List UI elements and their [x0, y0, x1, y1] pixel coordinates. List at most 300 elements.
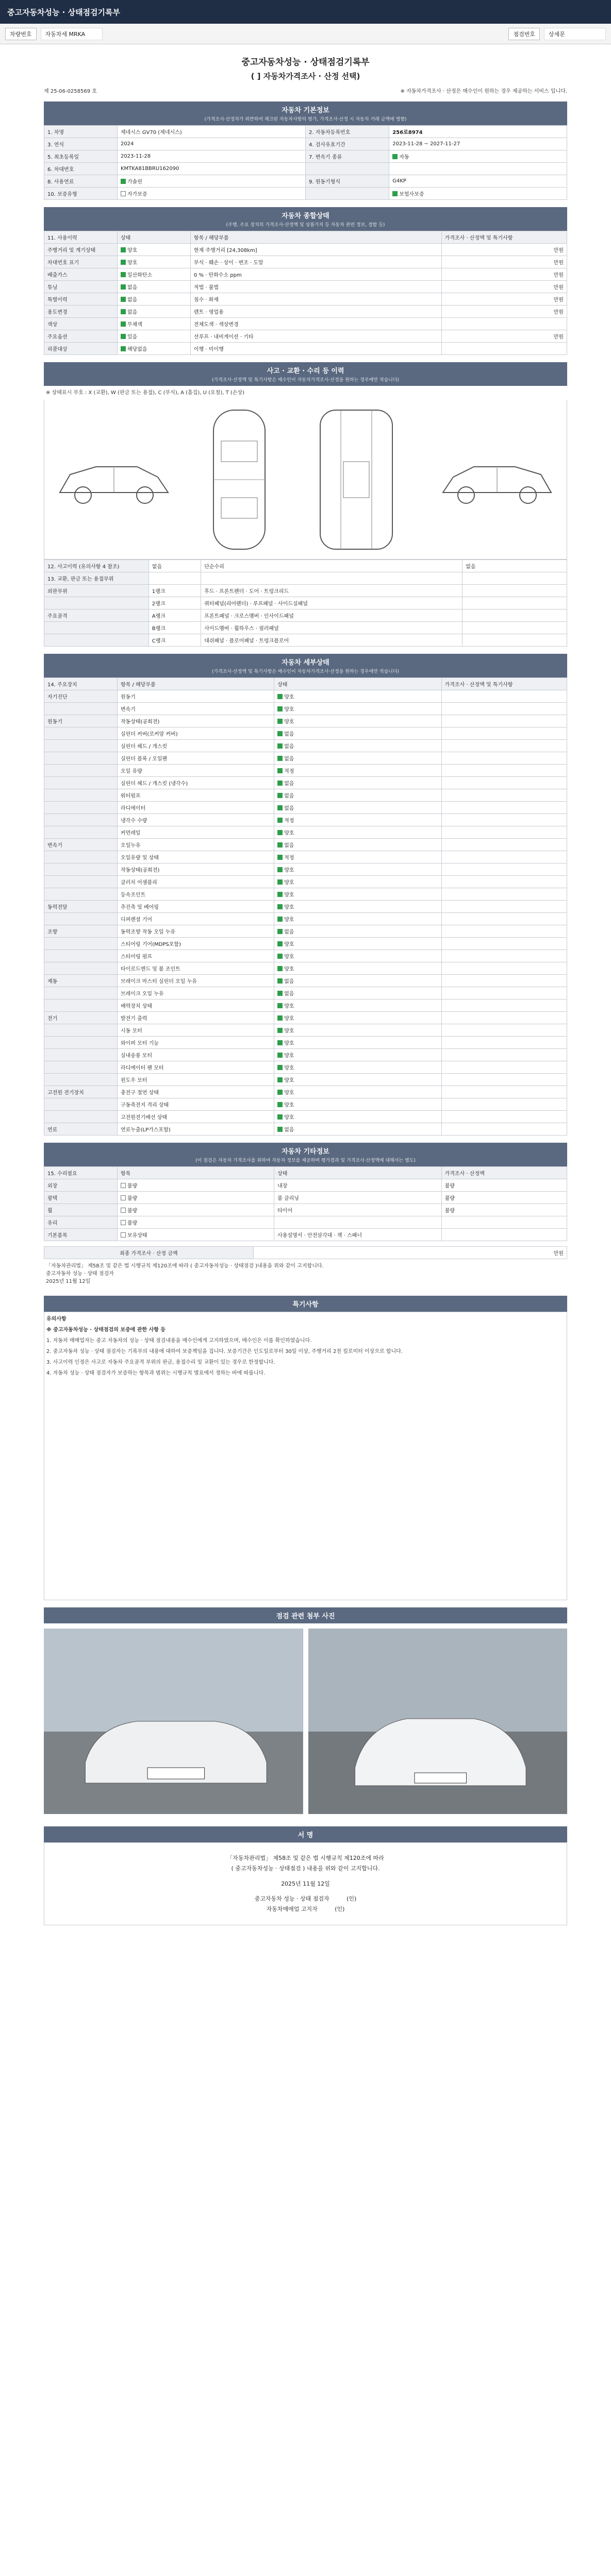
row-label-2: 사용설명서 · 안전삼각대 · 잭 · 스패너 [274, 1229, 441, 1241]
checkbox-checked[interactable] [121, 321, 126, 327]
checkbox[interactable] [121, 1220, 126, 1225]
section-title: 자동차 기타정보 [282, 1148, 329, 1156]
toolbar-value-1[interactable]: 자동차세 MRKA [41, 28, 103, 40]
table-row [44, 863, 567, 876]
row-group [44, 938, 118, 950]
table-row [44, 752, 567, 765]
row-note: 없음 [463, 560, 567, 572]
checkbox-checked[interactable] [121, 334, 126, 339]
row-item: 연료누출(LP가스포함) [117, 1123, 274, 1136]
checkbox[interactable] [121, 1183, 126, 1188]
row-state-text: 없음 [284, 793, 294, 799]
section-signature [44, 1826, 567, 1842]
row-group [44, 826, 118, 839]
table-row [44, 1086, 567, 1098]
row-item: 라디에이터 팬 모터 [117, 1061, 274, 1074]
checkbox-checked[interactable] [277, 1114, 283, 1120]
row-note [441, 765, 567, 777]
row-note [441, 1086, 567, 1098]
column-header: 가격조사 · 산정액 [441, 1167, 567, 1179]
row-group [44, 727, 118, 740]
checkbox[interactable] [121, 191, 126, 196]
checkbox-checked[interactable] [121, 309, 126, 314]
row-state-text: 없음 [127, 310, 138, 315]
row-note [441, 962, 567, 975]
row-state [274, 1024, 441, 1037]
row-group [44, 740, 118, 752]
table-row [44, 740, 567, 752]
table-key [305, 163, 389, 175]
column-header: 항목 / 해당부품 [190, 231, 441, 244]
row-state [274, 765, 441, 777]
document-number-note: ※ 자동차가격조사 · 산정은 매수인이 원하는 경우 제공하는 서비스 입니다. [400, 89, 568, 94]
row-group: 제동 [44, 975, 118, 987]
row-group [44, 1111, 118, 1123]
row-state-text: 없음 [284, 756, 294, 762]
table-row [44, 802, 567, 814]
table-value [389, 188, 567, 200]
table-row [44, 572, 567, 585]
row-state-text: 양호 [284, 1016, 294, 1022]
table-row [44, 188, 567, 200]
row-note [441, 839, 567, 851]
section-title: 특기사항 [292, 1301, 319, 1309]
row-state [117, 256, 190, 268]
checkbox-checked[interactable] [392, 191, 398, 196]
row-item: 부식 · 훼손 · 상이 · 변조 · 도말 [190, 256, 441, 268]
row-state [274, 876, 441, 888]
row-state-text: 양호 [284, 1115, 294, 1121]
row-group [44, 888, 118, 901]
checkbox-checked[interactable] [277, 756, 283, 761]
table-row [44, 281, 567, 293]
table-row [44, 1098, 567, 1111]
etc-table [44, 1166, 567, 1241]
row-item: 현재 주행거리 [24,308km] [190, 244, 441, 256]
row-state [117, 1229, 274, 1241]
checkbox-checked[interactable] [121, 179, 126, 184]
checkbox-checked[interactable] [277, 855, 283, 860]
row-item: 적법 · 불법 [190, 281, 441, 293]
row-label [44, 622, 149, 634]
row-note [441, 1037, 567, 1049]
row-state-text: 있음 [127, 334, 138, 340]
checkbox-checked[interactable] [277, 1090, 283, 1095]
row-group [44, 851, 118, 863]
table-row [44, 1247, 567, 1259]
table-row [44, 634, 567, 647]
row-item: 원동기 [117, 690, 274, 703]
row-note [441, 715, 567, 727]
row-group [44, 987, 118, 999]
row-label: 배출가스 [44, 268, 118, 281]
row-state [117, 1216, 274, 1229]
table-header-row [44, 678, 567, 690]
checkbox-checked[interactable] [277, 818, 283, 823]
row-group [44, 789, 118, 802]
row-note: 만원 [441, 330, 567, 343]
table-row [44, 876, 567, 888]
section-title: 자동차 기본정보 [282, 107, 329, 114]
row-state [117, 306, 190, 318]
signature-role [55, 1894, 556, 1904]
row-state-text: 적정 [284, 855, 294, 861]
row-note [441, 1098, 567, 1111]
checkbox-checked[interactable] [277, 941, 283, 946]
section-other-info [44, 1143, 567, 1166]
row-label [44, 634, 149, 647]
row-state-text: 양호 [284, 1053, 294, 1059]
checkbox-checked[interactable] [277, 793, 283, 798]
table-header-row [44, 1167, 567, 1179]
row-item: 발전기 출력 [117, 1012, 274, 1024]
row-item: 브레이크 오일 누유 [117, 987, 274, 999]
row-label [44, 597, 149, 609]
checkbox-checked[interactable] [277, 892, 283, 897]
car-diagram [44, 400, 567, 560]
checkbox-checked[interactable] [277, 879, 283, 885]
row-item: 작동상태(공회전) [117, 715, 274, 727]
row-label: 특별이력 [44, 293, 118, 306]
table-row [44, 839, 567, 851]
special-notes-heading: 유의사항 [46, 1316, 67, 1322]
row-note: 만원 [441, 281, 567, 293]
checkbox[interactable] [121, 1208, 126, 1213]
checkbox-checked[interactable] [277, 917, 283, 922]
row-state-text: 양호 [284, 942, 294, 947]
row-state-text: 없음 [284, 806, 294, 811]
row-item: 실내송풍 모터 [117, 1049, 274, 1061]
signoff-line: 「자동차관리법」 제58조 및 같은 법 시행규칙 제120조에 따라 ( 중고자동차성능 · 상태점검 )내용을 위와 같이 고지합니다. [46, 1263, 324, 1269]
table-value: 2024 [117, 138, 305, 150]
row-item: 실린더 커버(로커암 커버) [117, 727, 274, 740]
checkbox-checked[interactable] [277, 1028, 283, 1033]
row-state [274, 1037, 441, 1049]
row-note [441, 975, 567, 987]
row-note [441, 851, 567, 863]
row-state [274, 851, 441, 863]
row-parts: 쿼터패널(리어펜더) · 루프패널 · 사이드실패널 [201, 597, 463, 609]
row-state-text: 양호 [284, 967, 294, 972]
row-state [274, 950, 441, 962]
row-label: 13. 교환, 판금 또는 용접부위 [44, 572, 149, 585]
row-rank: 1랭크 [148, 585, 201, 597]
table-row [44, 306, 567, 318]
row-note [441, 863, 567, 876]
checkbox-checked[interactable] [121, 247, 126, 252]
row-note [441, 814, 567, 826]
row-state [117, 293, 190, 306]
row-state-text: 양호 [284, 707, 294, 713]
checkbox-checked[interactable] [277, 830, 283, 835]
row-state-text: 양호 [284, 1090, 294, 1096]
row-note: 만원 [441, 268, 567, 281]
table-row [44, 126, 567, 138]
checkbox-checked[interactable] [277, 954, 283, 959]
table-value: KMTKA81BBRU162090 [117, 163, 305, 175]
row-item: 배력장치 상태 [117, 999, 274, 1012]
row-group [44, 962, 118, 975]
table-value: 제네시스 GV70 (제네시스) [117, 126, 305, 138]
row-label: 차대번호 표기 [44, 256, 118, 268]
car-front-photo[interactable] [44, 1629, 303, 1814]
row-state-text: 불량 [127, 1208, 138, 1214]
row-note [441, 752, 567, 765]
checkbox-checked[interactable] [121, 260, 126, 265]
page-footer [44, 1925, 567, 1987]
row-state-text: 양호 [284, 694, 294, 700]
checkbox-checked[interactable] [277, 719, 283, 724]
checkbox-checked[interactable] [277, 978, 283, 984]
table-row [44, 268, 567, 281]
document-subtitle: ( ] 자동차가격조사 · 산정 선택) [251, 72, 360, 81]
checkbox-checked[interactable] [277, 991, 283, 996]
row-state [117, 268, 190, 281]
checkbox-checked[interactable] [277, 805, 283, 810]
row-group [44, 876, 118, 888]
row-group [44, 1098, 118, 1111]
row-state [117, 281, 190, 293]
checkbox-checked[interactable] [277, 743, 283, 749]
row-group: 변속기 [44, 839, 118, 851]
row-state-text: 불량 [127, 1221, 138, 1226]
table-row [44, 987, 567, 999]
row-state-text: 양호 [284, 1004, 294, 1009]
price-table [44, 1246, 567, 1259]
row-item: 렌트 · 영업용 [190, 306, 441, 318]
row-state [117, 1179, 274, 1192]
table-row [44, 622, 567, 634]
row-label: 유리 [44, 1216, 118, 1229]
row-state [274, 863, 441, 876]
row-note [441, 777, 567, 789]
row-state-text: 없음 [127, 285, 138, 291]
checkbox-checked[interactable] [277, 781, 283, 786]
car-side-left-icon [55, 451, 173, 508]
row-note [441, 901, 567, 913]
row-note [441, 1111, 567, 1123]
row-parts: 후드 · 프론트펜더 · 도어 · 트렁크리드 [201, 585, 463, 597]
photo-gallery [44, 1623, 567, 1819]
row-state-text: 양호 [284, 1078, 294, 1083]
row-group [44, 1061, 118, 1074]
checkbox-checked[interactable] [277, 694, 283, 699]
table-key [305, 188, 389, 200]
checkbox-checked[interactable] [277, 1127, 283, 1132]
row-label: 기본품목 [44, 1229, 118, 1241]
row-item: 변속기 [117, 703, 274, 715]
checkbox-checked[interactable] [277, 1065, 283, 1070]
checkbox[interactable] [121, 1232, 126, 1238]
table-key: 3. 연식 [44, 138, 118, 150]
row-label-2: 내장 [274, 1179, 441, 1192]
section-basic-info [44, 101, 567, 125]
column-header: 상태 [117, 231, 190, 244]
row-group [44, 1037, 118, 1049]
row-state-2: 불량 [441, 1192, 567, 1204]
table-value-text: 자동 [399, 155, 409, 160]
row-label: 튜닝 [44, 281, 118, 293]
section-subtitle: (가격조사·산정자가 위반하여 체크된 자동차사항의 평가, 가격조사·산정 시 자동차 거래 금액에 영향) [204, 117, 407, 122]
table-value-text: 가솔린 [127, 179, 142, 185]
row-note [463, 634, 567, 647]
row-item: 추진축 및 베어링 [117, 901, 274, 913]
accident-table-body [44, 560, 567, 647]
row-item: 스티어링 펌프 [117, 950, 274, 962]
checkbox-checked[interactable] [277, 1015, 283, 1021]
row-state-text: 없음 [284, 843, 294, 849]
table-value-text: 자가보증 [127, 192, 147, 197]
section-overall-status [44, 207, 567, 231]
row-state-text: 없음 [284, 744, 294, 750]
row-item: 동력조향 작동 오일 누유 [117, 925, 274, 938]
signature-role-label: 자동차매매업 고지자 [266, 1906, 318, 1913]
checkbox[interactable] [121, 1195, 126, 1200]
table-row [44, 163, 567, 175]
row-note [441, 888, 567, 901]
row-label: 주행거리 및 계기상태 [44, 244, 118, 256]
row-group [44, 999, 118, 1012]
checkbox-checked[interactable] [277, 1053, 283, 1058]
row-state [274, 789, 441, 802]
checkbox-checked[interactable] [277, 706, 283, 711]
row-state [274, 826, 441, 839]
row-item: 구동축전지 격리 상태 [117, 1098, 274, 1111]
row-item: 라디에이터 [117, 802, 274, 814]
table-row [44, 150, 567, 163]
row-rank: 없음 [148, 560, 201, 572]
row-state [117, 343, 190, 355]
row-note [441, 876, 567, 888]
row-state [274, 962, 441, 975]
special-paragraph: 4. 자동차 성능 · 상태 점검자가 보증하는 항목과 범위는 시행규칙 별표에서 정하는 바에 따릅니다. [46, 1370, 266, 1376]
window-titlebar [0, 0, 611, 24]
row-state-text: 양호 [284, 905, 294, 910]
row-state-text: 일산화탄소 [127, 273, 153, 278]
special-paragraph: ※ 중고자동차성능 · 상태점검의 보증에 관한 사항 등 [46, 1327, 166, 1333]
checkbox-checked[interactable] [277, 904, 283, 909]
column-header: 가격조사 · 산정액 및 특기사항 [441, 678, 567, 690]
checkbox-checked[interactable] [121, 346, 126, 351]
price-unit: 만원 [253, 1247, 567, 1259]
signoff-line: 2025년 11월 12일 [46, 1279, 91, 1284]
status-table-body [44, 244, 567, 355]
row-label: 용도변경 [44, 306, 118, 318]
table-row [44, 1229, 567, 1241]
table-row [44, 343, 567, 355]
row-state [274, 814, 441, 826]
status-table [44, 231, 567, 355]
row-parts: 단순수리 [201, 560, 463, 572]
row-rank: C랭크 [148, 634, 201, 647]
checkbox-checked[interactable] [277, 1003, 283, 1008]
row-item: 오일누유 [117, 839, 274, 851]
price-label: 최종 가격조사 · 산정 금액 [44, 1247, 254, 1259]
row-item: 0 % · 탄화수소 ppm [190, 268, 441, 281]
row-state-text: 양호 [284, 1041, 294, 1046]
row-note [441, 913, 567, 925]
row-item: 작동상태(공회전) [117, 863, 274, 876]
row-state-text: 불량 [127, 1183, 138, 1189]
row-group [44, 752, 118, 765]
row-item: 실린더 블록 / 오일팬 [117, 752, 274, 765]
detail-table-body [44, 690, 567, 1136]
table-row [44, 1061, 567, 1074]
row-state [274, 1111, 441, 1123]
table-row [44, 1037, 567, 1049]
table-key: 9. 원동기형식 [305, 175, 389, 188]
checkbox-checked[interactable] [277, 768, 283, 773]
table-key: 1. 차명 [44, 126, 118, 138]
table-row [44, 609, 567, 622]
checkbox-checked[interactable] [277, 1077, 283, 1082]
row-state-text: 양호 [284, 1028, 294, 1034]
checkbox-checked[interactable] [121, 297, 126, 302]
checkbox-checked[interactable] [277, 1040, 283, 1045]
car-rear-photo[interactable] [308, 1629, 568, 1814]
row-note [463, 622, 567, 634]
checkbox-checked[interactable] [277, 731, 283, 736]
row-group: 전기 [44, 1012, 118, 1024]
checkbox-checked[interactable] [277, 842, 283, 848]
table-row [44, 597, 567, 609]
table-value: 256로8974 [389, 126, 567, 138]
toolbar-value-2[interactable]: 상세문 [544, 28, 606, 40]
table-key: 5. 최초등록일 [44, 150, 118, 163]
section-title: 자동차 세부상태 [282, 659, 329, 667]
row-label-2 [274, 1216, 441, 1229]
basic-info-table [44, 125, 567, 200]
row-label: 휠 [44, 1204, 118, 1216]
table-row [44, 585, 567, 597]
row-item: 전체도색 · 색상변경 [190, 318, 441, 330]
row-note [441, 789, 567, 802]
checkbox-checked[interactable] [121, 284, 126, 290]
checkbox-checked[interactable] [277, 966, 283, 971]
row-group [44, 1049, 118, 1061]
row-state-text: 양호 [284, 880, 294, 886]
table-row [44, 690, 567, 703]
row-note [441, 1012, 567, 1024]
row-group [44, 802, 118, 814]
row-note [441, 740, 567, 752]
checkbox-checked[interactable] [121, 272, 126, 277]
row-item: 등속조인트 [117, 888, 274, 901]
row-note: 만원 [441, 256, 567, 268]
row-parts: 프론트패널 · 크로스멤버 · 인사이드패널 [201, 609, 463, 622]
row-state-text: 해당없음 [127, 347, 147, 352]
window-title: 중고자동차성능 · 상태점검기록부 [7, 7, 121, 17]
row-group [44, 765, 118, 777]
row-state [274, 1074, 441, 1086]
row-item: 냉각수 수량 [117, 814, 274, 826]
checkbox-checked[interactable] [277, 867, 283, 872]
column-header: 11. 사용이력 [44, 231, 118, 244]
checkbox-checked[interactable] [277, 929, 283, 934]
table-row [44, 715, 567, 727]
table-key: 2. 자동차등록번호 [305, 126, 389, 138]
row-item: 충전구 절연 상태 [117, 1086, 274, 1098]
row-note [441, 1123, 567, 1136]
checkbox-checked[interactable] [277, 1102, 283, 1107]
row-item: 커먼레일 [117, 826, 274, 839]
row-item: 타이로드엔드 및 볼 조인트 [117, 962, 274, 975]
column-header: 항목 [117, 1167, 274, 1179]
special-paragraph: 1. 자동차 매매업자는 중고 자동차의 성능 · 상태 점검내용을 매수인에게 고지하였으며, 매수인은 이를 확인하였습니다. [46, 1338, 312, 1344]
table-value: G4KP [389, 175, 567, 188]
row-group: 동력전달 [44, 901, 118, 913]
checkbox-checked[interactable] [392, 154, 398, 159]
